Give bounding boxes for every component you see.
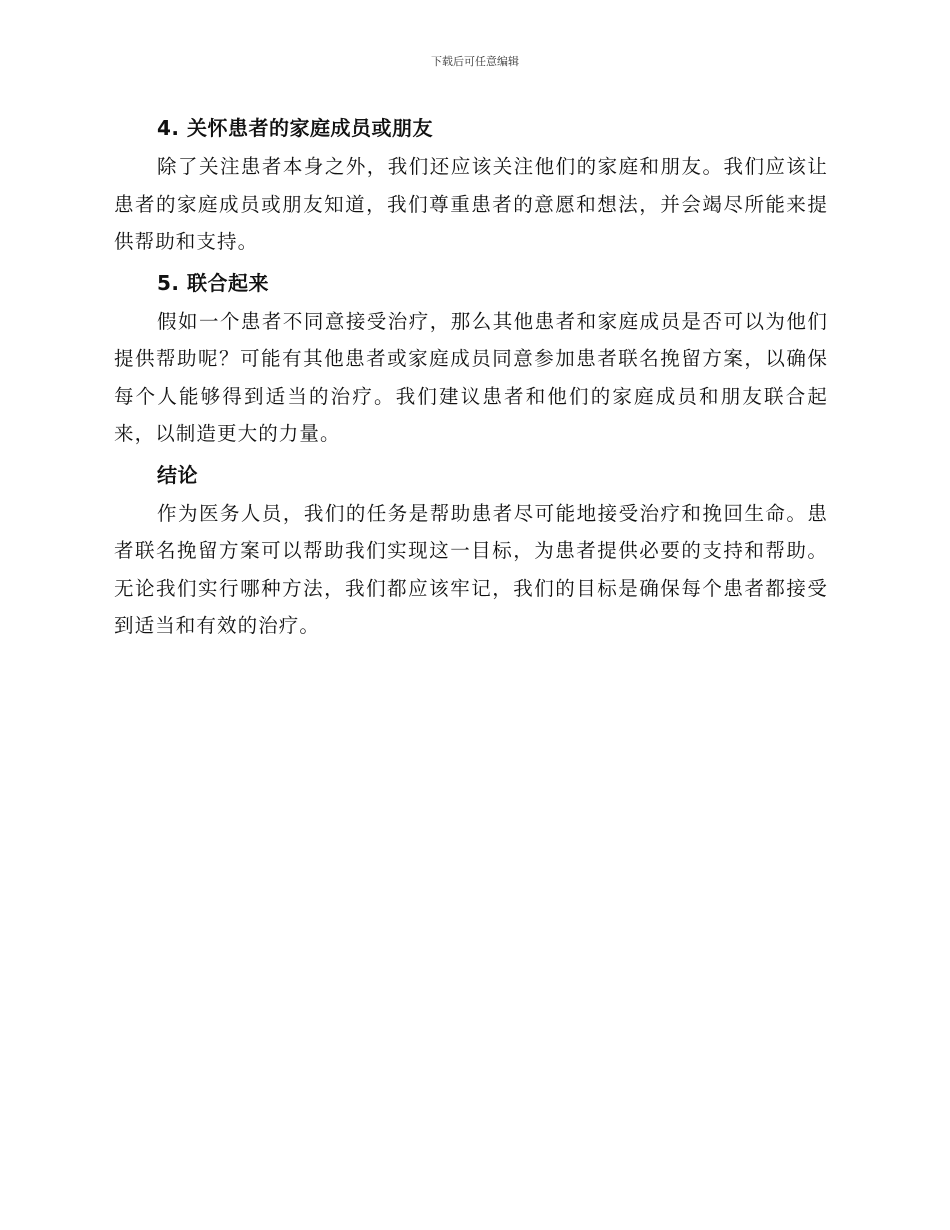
section-heading: 4. 关怀患者的家庭成员或朋友 (157, 116, 433, 140)
section-unite (114, 267, 828, 453)
section-family-care (114, 112, 828, 261)
section-conclusion (114, 459, 828, 645)
document-body (114, 112, 828, 651)
page-header: 下载后可任意编辑 (431, 55, 519, 68)
section-heading: 5. 联合起来 (157, 270, 269, 295)
section-paragraph: 假如一个患者不同意接受治疗，那么其他患者和家庭成员是否可以为他们提供帮助呢？可能有其他患者或家庭成员同意参加患者联名挽留方案，以确保每个人能够得到适当的治疗。我们建议患者和他们的家庭成员和朋友联合起来，以制造更大的力量。 (114, 309, 828, 445)
section-paragraph: 除了关注患者本身之外，我们还应该关注他们的家庭和朋友。我们应该让患者的家庭成员或朋友知道，我们尊重患者的意愿和想法，并会竭尽所能来提供帮助和支持。 (114, 155, 828, 253)
section-heading: 结论 (157, 462, 198, 487)
section-paragraph: 作为医务人员，我们的任务是帮助患者尽可能地接受治疗和挽回生命。患者联名挽留方案可以帮助我们实现这一目标，为患者提供必要的支持和帮助。无论我们实行哪种方法，我们都应该牢记，我们的目标是确保每个患者都接受到适当和有效的治疗。 (114, 501, 828, 637)
